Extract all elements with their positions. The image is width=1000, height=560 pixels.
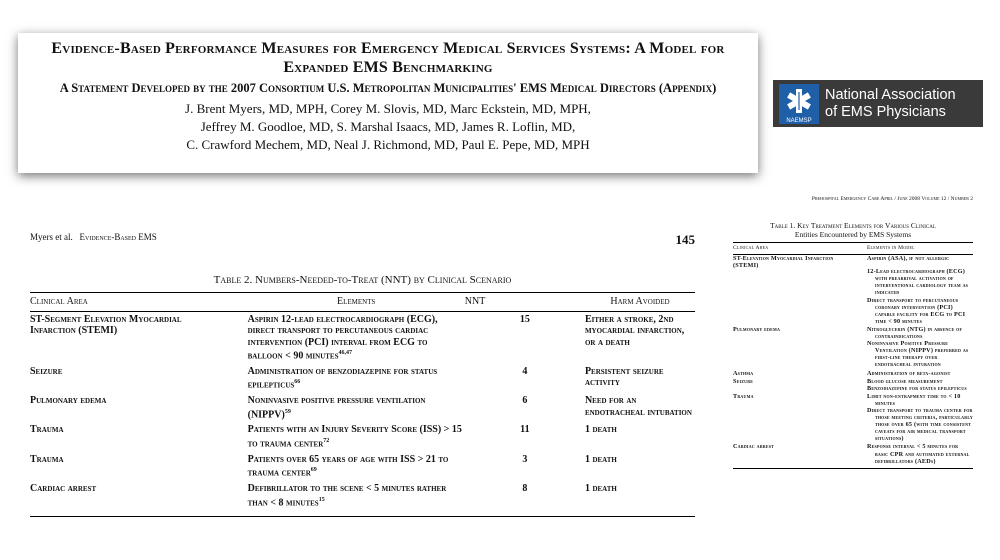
- cell-harm: Either a stroke, 2nd myocardial infarction, or a death: [584, 313, 685, 348]
- star-of-life-icon: [779, 84, 819, 124]
- cell-nnt: 15: [519, 313, 530, 325]
- cell-nnt: 11: [520, 424, 530, 436]
- running-head: [30, 232, 695, 248]
- table-row: [30, 393, 695, 422]
- naemsp-logo: [773, 80, 983, 127]
- article-title-box: [18, 33, 758, 173]
- table-row: [30, 311, 695, 364]
- header-elements-in-model: Elements in Model: [867, 243, 973, 255]
- logo-abbreviation: NAEMSP: [786, 117, 812, 124]
- cell-area: Cardiac arrest: [733, 443, 867, 468]
- cell-elements: Aspirin 12-lead electrocardiograph (ECG), direct transport to percutaneous cardiac intervention (PCI) interval from ECG to balloon < 90 minutes$^{46,47}$: [247, 313, 438, 362]
- cell-elements: Defibrillator to the scene < 5 minutes rather than < 8 minutes$^{15}$: [248, 481, 465, 517]
- cell-elements: Administration of beta-agonist: [867, 369, 951, 377]
- cell-elements: Administration of benzodiazepine for status epilepticus$^{66}$: [247, 365, 438, 391]
- cell-area: Seizure: [733, 377, 754, 385]
- cell-nnt: 8: [465, 481, 585, 517]
- cell-harm: 1 death: [585, 481, 695, 517]
- cell-elements: Noninvasive positive pressure ventilation (NIPPV)$^{59}$: [247, 395, 426, 420]
- cell-harm: 1 death: [584, 424, 617, 436]
- cell-elements: Response interval < 5 minutes for basic CPR and automated external defibrillators (AEDs): [867, 443, 973, 468]
- table-row: [733, 326, 973, 370]
- cell-nnt: 3: [522, 453, 528, 465]
- cell-elements: Aspirin (ASA), if not allergic 12-Lead electrocardiograph (ECG) with prearrival activation of interventional cardiology team as indicated Direct transport to percutaneous coronary intervention (PCI) capable facility for ECG to PCI time < 90 minutes: [867, 255, 969, 325]
- cell-nnt: 6: [522, 395, 528, 407]
- header-nnt: NNT: [465, 293, 585, 312]
- cell-elements: Blood glucose measurement Benzodiazepine for status epilepticus: [867, 377, 967, 392]
- cell-elements: Patients over 65 years of age with ISS > 21 to trauma center$^{69}$: [247, 453, 449, 479]
- article-subtitle: A Statement Developed by the 2007 Consortium U.S. Metropolitan Municipalities' EMS Medical Directors (Appendix): [59, 81, 717, 95]
- cell-area: Trauma: [30, 424, 64, 436]
- cell-area: Trauma: [733, 392, 754, 400]
- cell-harm: Persistent seizure activity: [584, 365, 664, 389]
- cell-area: ST-Segment Elevation Myocardial Infarction (STEMI): [30, 313, 182, 336]
- cell-nnt: 4: [522, 365, 528, 377]
- table-row: [30, 422, 695, 451]
- logo-line-1: National Association: [825, 86, 956, 103]
- cell-area: Seizure: [30, 365, 63, 377]
- table-2-caption: Table 2. Numbers-Needed-to-Treat (NNT) by Clinical Scenario: [213, 274, 512, 286]
- page-number: 145: [675, 232, 695, 247]
- table-row: [733, 393, 973, 444]
- cell-area: Pulmonary edema: [30, 395, 107, 407]
- table-row: [733, 378, 973, 393]
- header-elements: Elements: [248, 293, 465, 312]
- table-1-caption: Table 1. Key Treatment Elements for Various Clinical Entities Encountered by EMS Systems: [770, 221, 936, 239]
- cell-area: Asthma: [733, 369, 754, 377]
- cell-harm: Need for an endotracheal intubation: [584, 395, 692, 418]
- running-head-title: Evidence-Based EMS: [79, 232, 157, 242]
- journal-running-head: Prehospital Emergency Care April / June 2008 Volume 12 / Number 2: [811, 196, 973, 202]
- nnt-table: [30, 292, 695, 517]
- table-row: [30, 452, 695, 481]
- logo-line-2: of EMS Physicians: [825, 103, 946, 120]
- table-row: [733, 443, 973, 468]
- table-row: [30, 481, 695, 517]
- header-harm-avoided: Harm Avoided: [585, 293, 695, 312]
- cell-elements: Patients with an Injury Severity Score (ISS) > 15 to trauma center$^{72}$: [247, 424, 462, 450]
- right-page: [733, 196, 973, 469]
- key-treatment-table: [733, 242, 973, 469]
- header-clinical-area: Clinical Area: [733, 243, 867, 255]
- cell-area: Pulmonary edema: [733, 325, 781, 333]
- running-head-author: Myers et al.: [30, 232, 73, 242]
- cell-area: Cardiac arrest: [30, 481, 248, 517]
- article-title: Evidence-Based Performance Measures for Emergency Medical Services Systems: A Model for Expanded EMS Benchmarking: [51, 40, 725, 76]
- cell-area: ST-Elevation Myocardial Infarction (STEMI): [733, 255, 834, 270]
- author-line-2: Jeffrey M. Goodloe, MD, S. Marshal Isaacs, MD, James R. Loflin, MD,: [200, 119, 576, 134]
- table-row: [30, 364, 695, 393]
- cell-harm: 1 death: [584, 453, 617, 465]
- cell-area: Trauma: [30, 453, 64, 465]
- cell-elements: Limit non-entrapment time to < 10 minutes Direct transport to trauma center for those meeting criteria, particularly those over 65 (with time consistent caveats for air medical transport situations): [867, 392, 973, 443]
- author-line-1: J. Brent Myers, MD, MPH, Corey M. Slovis, MD, Marc Eckstein, MD, MPH,: [185, 101, 591, 116]
- table-row: [733, 255, 973, 326]
- left-page: [30, 232, 695, 517]
- author-line-3: C. Crawford Mechem, MD, Neal J. Richmond, MD, Paul E. Pepe, MD, MPH: [186, 137, 590, 152]
- header-clinical-area: Clinical Area: [30, 293, 248, 312]
- cell-elements: Nitroglycerin (NTG) in absence of contraindications Noninvasive Positive Pressure Ventilation (NIPPV) preferred as first-line therapy over endotracheal intubation: [867, 325, 969, 369]
- table-row: [733, 370, 973, 378]
